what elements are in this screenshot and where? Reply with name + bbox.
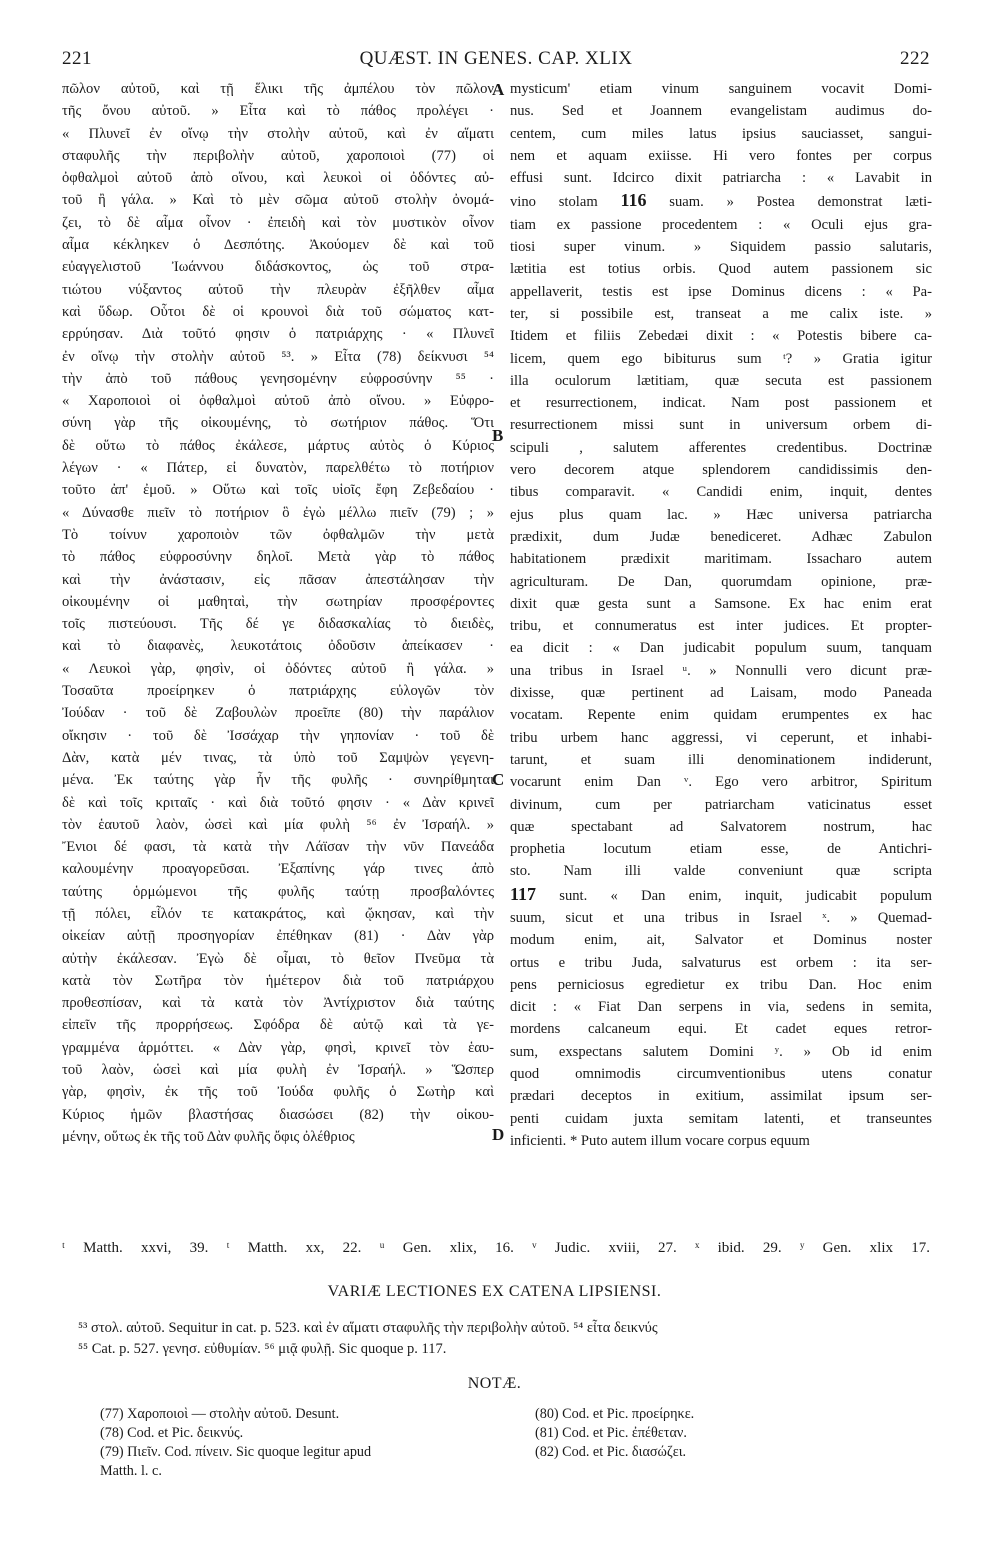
- latin-text-line: lætitia est totius orbis. Quod autem passionem sic: [510, 261, 932, 278]
- latin-text-line: tarunt, et suam illi denominationem indiderunt,: [510, 751, 932, 768]
- greek-text-line: οἴκησιν · τοῦ δὲ Ἰσσάχαρ τὴν γηπονίαν · τοῦ δὲ: [62, 727, 494, 744]
- latin-text-line: tiosi super vinum. » Siquidem passio salutaris,: [510, 239, 932, 256]
- note-line: (77) Χαροποιοὶ — στολὴν αὐτοῦ. Desunt.: [100, 1406, 340, 1422]
- greek-text-line: « Δύνασθε πιεῖν τὸ ποτήριον ὃ ἐγὼ μέλλω πιεῖν (79) ; »: [62, 504, 494, 521]
- latin-text-line: divinum, cum per patriarcham vaticinatus esset: [510, 796, 932, 813]
- greek-text-line: τὴν ἀπὸ τοῦ πάθους γενησομένην εὐφροσύνην ⁵⁵ ·: [62, 370, 494, 387]
- greek-text-line: κατὰ τὸν Σωτῆρα τὸν ἡμέτερον διὰ τοῦ πατριάρχου: [62, 972, 494, 989]
- greek-text-line: Τοσαῦτα προείρηκεν ὁ πατριάρχης εὐλογῶν τὸν: [62, 683, 494, 700]
- latin-text-line: vino stolam 116 suam. » Postea demonstrat læti-: [510, 190, 932, 211]
- latin-text-line: resurrectionem missi sunt in universum orbem di-: [510, 417, 932, 434]
- greek-text-line: Τὸ τοίνυν χαροποιὸν τῶν ὀφθαλμῶν τὴν μετὰ: [62, 526, 494, 543]
- note-line: (81) Cod. et Pic. ἐπέθεταν.: [535, 1425, 687, 1441]
- greek-text-line: τὸν ἑαυτοῦ λαὸν, ὡσεὶ καὶ μία φυλὴ ⁵⁶ ἐν Ἰσραήλ. »: [62, 816, 494, 833]
- latin-text-line: nem et aquam exiisse. Hi vero fontes per corpus: [510, 147, 932, 164]
- greek-text-line: πῶλον αὐτοῦ, καὶ τῇ ἕλικι τῆς ἀμπέλου τὸν πῶλον: [62, 81, 494, 97]
- latin-text-line: licem, quem ego bibiturus sum ᵗ? » Gratia igitur: [510, 350, 932, 367]
- latin-text-line: 117 sunt. « Dan enim, inquit, judicabit populum: [510, 883, 932, 904]
- margin-marker-d: D: [492, 1125, 505, 1144]
- margin-marker-a: A: [492, 80, 505, 99]
- greek-text-line: καὶ τὸ διαφανὲς, λευκοτάτοις ὀδοῦσιν ἀπείκασεν ·: [62, 638, 494, 655]
- greek-text-line: οἰκουμένην οἱ μαθηταὶ, τὴν σωτηρίαν προσφέροντες: [62, 593, 494, 610]
- latin-text-line: tiam ex passione procedentem : « Oculi ejus gra-: [510, 216, 932, 233]
- latin-text-line: prophetia locutum etiam esse, de Antichri-: [510, 841, 932, 858]
- greek-text-line: σταφυλῆς τὴν περιβολὴν αὐτοῦ, χαροποιοὶ (77) οἱ: [62, 147, 494, 164]
- latin-text-line: mordens calcaneum equi. Et cadet eques retror-: [510, 1021, 932, 1038]
- variae-lectiones-heading: VARIÆ LECTIONES EX CATENA LIPSIENSI.: [327, 1283, 662, 1300]
- greek-text-line: « Χαροποιοὶ οἱ ὀφθαλμοὶ αὐτοῦ ἀπὸ οἴνου. » Εὐφρο-: [62, 393, 494, 410]
- latin-text-line: tribu, et connumeratus est inter judices. Et propter-: [510, 618, 932, 635]
- latin-text-line: quæ spectabant ad Salvatorem nostrum, hac: [510, 818, 932, 835]
- greek-text-line: εἰπεῖν τῆς προρρήσεως. Σφόδρα δὲ αὐτῷ καὶ τὰ γε-: [62, 1017, 494, 1034]
- latin-text-line: penti cuidam juxta semitam latenti, et transeuntes: [510, 1110, 932, 1127]
- latin-text-line: Itidem et filiis Zebedæi dixit : « Potestis bibere ca-: [510, 328, 932, 345]
- latin-text-line: et resurrectionem, indicat. Nam post passionem et: [510, 395, 932, 412]
- latin-text-line: dixisse, quæ pertinent ad Laisam, modo Paneada: [510, 685, 932, 702]
- greek-text-line: γὰρ, φησὶν, ἐκ τῆς τοῦ Ἰούδα φυλῆς ὁ Σωτὴρ καὶ: [62, 1084, 494, 1101]
- greek-text-line: τιώτου νύξαντος αὐτοῦ τὴν πλευρὰν ἐξῆλθεν αἷμα: [62, 281, 494, 298]
- greek-text-line: ταύτης ὁρμώμενοι τῆς φυλῆς ταύτῃ προσβαλόντες: [62, 883, 494, 900]
- latin-text-line: vero decorem atque splendorem candidissimis den-: [510, 462, 932, 479]
- greek-text-line: γραμμένα ἁρμόττει. « Δὰν γὰρ, φησὶ, κρινεῖ τὸν ἑαυ-: [62, 1039, 494, 1056]
- greek-text-line: προθεσπίσαν, καὶ τὰ κατὰ τὸν Ἀντίχριστον διὰ ταύτης: [62, 995, 494, 1012]
- latin-text-line: ejus plus quam lac. » Hæc universa patriarcha: [510, 506, 932, 523]
- page-header: [62, 48, 930, 78]
- greek-text-line: ζει, τὸ δὲ αἷμα οἶνον · ἐπειδὴ καὶ τὸν μυστικὸν οἶνον: [62, 214, 494, 231]
- greek-text-line: δὲ καὶ τοῖς κριταῖς · καὶ διὰ τοῦτό φησιν · « Δὰν κρινεῖ: [62, 794, 494, 811]
- greek-text-line: σύνη γὰρ τῆς οἰκουμένης, τὸ σωτήριον πάθος. Ὅτι: [62, 415, 494, 432]
- greek-text-line: τοῦ ἢ γάλα. » Καὶ τὸ μὲν σῶμα αὐτοῦ στολὴν ὀνομά-: [62, 192, 494, 209]
- greek-text-line: τοῦ λαὸν, ὡσεὶ καὶ μία φυλὴ ἐν Ἰσραήλ. » Ὥσπερ: [62, 1062, 494, 1079]
- greek-text-line: ἐν οἴνῳ τὴν στολὴν αὐτοῦ ⁵³. » Εἶτα (78) δείκνυσι ⁵⁴: [62, 348, 494, 365]
- greek-text-line: Κύριος ἡμῶν βλαστήσας διασώσει (82) τὴν οἰκου-: [62, 1106, 494, 1123]
- latin-text-line: pens perniciosus egredietur ex tribu Dan. Hoc enim: [510, 976, 932, 993]
- latin-text-line: vocarunt enim Dan ᵛ. Ego vero arbitror, Spiritum: [510, 774, 932, 791]
- margin-marker-b: B: [492, 426, 504, 445]
- latin-text-line: inficienti. * Puto autem illum vocare corpus equum: [510, 1132, 810, 1149]
- notes-right: [535, 1405, 935, 1462]
- latin-text-line: agriculturam. De Dan, quorumdam opinione, præ-: [510, 573, 932, 590]
- latin-text-line: scipuli , salutem afferentes credentibus. Doctrinæ: [510, 439, 932, 456]
- page-number-left: 221: [62, 48, 92, 69]
- latin-text-line: prædari deceptos in exitium, assimilat ipsum ser-: [510, 1088, 932, 1105]
- notae-heading: NOTÆ.: [467, 1375, 522, 1392]
- greek-text-line: οἰκείαν αὐτῇ προσηγορίαν ἐπέθηκαν (81) · Δὰν γὰρ: [62, 928, 494, 945]
- greek-text-line: μένην, οὕτως ἐκ τῆς τοῦ Δὰν φυλῆς ὄφις ὀλέθριος: [62, 1128, 355, 1145]
- greek-text-line: αὐτὴν ἐκάλεσαν. Ἐγὼ δὲ οἶμαι, τὸ θεῖον Πνεῦμα τὰ: [62, 950, 494, 967]
- greek-text-line: εὐαγγελιστοῦ Ἰωάννου διδάσκοντος, ὡς τοῦ στρα-: [62, 259, 494, 276]
- greek-column: [62, 78, 494, 1238]
- latin-text-line: quod omnimodis circumventionibus utens conatur: [510, 1066, 932, 1083]
- greek-text-line: καὶ ὕδωρ. Οὗτοι δὲ οἱ κρουνοὶ διὰ τοῦ σώματος κατ-: [62, 303, 494, 320]
- variae-line: ⁵⁵ Cat. p. 527. γενησ. εὐθυμίαν. ⁵⁶ μιᾷ φυλῇ. Sic quoque p. 117.: [78, 1341, 447, 1357]
- latin-text-line: dixit quæ gesta sunt a Samsone. Ex hac enim erat: [510, 595, 932, 612]
- latin-text-line: effusi sunt. Idcirco dixit patriarcha : « Lavabit in: [510, 170, 932, 187]
- note-line: (80) Cod. et Pic. προείρηκε.: [535, 1406, 695, 1422]
- greek-text-line: τὸ πάθος εὐφροσύνην δηλοῖ. Μετὰ γὰρ τὸ πάθος: [62, 549, 494, 566]
- greek-text-line: τῇ πόλει, εἷλόν τε κατακράτος, καὶ ᾤκησαν, καὶ τὴν: [62, 905, 494, 922]
- variae-lectiones: [78, 1318, 930, 1360]
- edition-page-number: 117: [510, 883, 537, 904]
- latin-text-line: una tribus in Israel ᵘ. » Nonnulli vero dicunt præ-: [510, 662, 932, 679]
- latin-text-line: ortus e tribu Juda, salvaturus est orbem : ita ser-: [510, 954, 932, 971]
- latin-text-line: mysticum' etiam vinum sanguinem vocavit Domi-: [510, 81, 932, 97]
- latin-text-line: sum, exspectans salutem Domini ʸ. » Ob id enim: [510, 1043, 932, 1060]
- latin-text-line: ter, si possibile est, transeat a me calix iste. »: [510, 305, 932, 322]
- greek-text-line: αἷμα κέκληκεν ὁ Δεσπότης. Ἀκούομεν δὲ καὶ τοῦ: [62, 237, 494, 254]
- greek-text-line: « Λευκοὶ γὰρ, φησὶν, οἱ ὀδόντες αὐτοῦ ἢ γάλα. »: [62, 660, 494, 677]
- greek-text-line: καλουμένην προαγορεῦσαι. Ἐξαπίνης γάρ τινες ἀπὸ: [62, 861, 494, 878]
- latin-text-line: vocatam. Repente enim quidam erumpentes ex hac: [510, 707, 932, 724]
- greek-text-line: τοῦτο ἀπ' ἐμοῦ. » Οὕτω καὶ τοῖς υἱοῖς ἔφη Ζεβεδαίου ·: [62, 482, 494, 499]
- note-line: (82) Cod. et Pic. διασώζει.: [535, 1444, 687, 1460]
- note-line: (78) Cod. et Pic. δεικνύς.: [100, 1425, 244, 1441]
- latin-text-line: sto. Nam illi valde conveniunt quæ scripta: [510, 863, 932, 880]
- greek-text-line: τῆς ὄνου αὐτοῦ. » Εἶτα καὶ τὸ πάθος προλέγει ·: [62, 103, 494, 120]
- greek-text-line: ὀφθαλμοὶ αὐτοῦ ἀπὸ οἴνου, καὶ λευκοὶ οἱ ὀδόντες αὐ-: [62, 170, 494, 187]
- greek-text-line: « Πλυνεῖ ἐν οἴνῳ τὴν στολὴν αὐτοῦ, καὶ ἐν αἵματι: [62, 125, 494, 142]
- greek-text-line: καὶ τὴν ἀνάστασιν, εἰς πᾶσαν ἀπεστάλησαν τὴν: [62, 571, 494, 588]
- greek-text-line: Ἰούδαν · τοῦ δὲ Ζαβουλὼν προεῖπε (80) τὴν παράλιον: [62, 705, 494, 722]
- latin-text-line: habitationem prædixit maritimam. Issacharo autem: [510, 551, 932, 568]
- variae-line: ⁵³ στολ. αὐτοῦ. Sequitur in cat. p. 523. καὶ ἐν αἵματι σταφυλῆς τὴν περιβολὴν αὐτοῦ. ⁵⁴ εἶτα δεικνύς: [78, 1320, 658, 1336]
- note-line: (79) Πιεῖν. Cod. πίνειν. Sic quoque legitur apud: [100, 1444, 372, 1460]
- notes-left: [100, 1405, 500, 1481]
- latin-text-line: ea dicit : « Dan judicabit populum suum, tanquam: [510, 640, 932, 657]
- greek-text-line: ερρύησαν. Διὰ τοῦτό φησιν ὁ πατριάρχης · « Πλυνεῖ: [62, 326, 494, 343]
- latin-text-line: nus. Sed et Joannem evangelistam audimus do-: [510, 103, 932, 120]
- latin-text-line: tribu urbem hanc aggressi, vi ceperunt, et inhabi-: [510, 729, 932, 746]
- latin-text-line: dicit : « Fiat Dan serpens in via, sedens in semita,: [510, 999, 932, 1016]
- latin-text-line: centem, cum miles latus ipsius sauciasset, sangui-: [510, 125, 932, 142]
- latin-column: [510, 78, 932, 1238]
- latin-text-line: prædixit, dum Judæ benediceret. Adhæc Zabulon: [510, 528, 932, 545]
- latin-text-line: modum enim, ait, Salvator et Dominus noster: [510, 932, 932, 949]
- edition-page-number: 116: [620, 190, 647, 211]
- latin-text-line: tibus comparavit. « Candidi enim, inquit, dentes: [510, 484, 932, 501]
- running-title: QUÆST. IN GENES. CAP. XLIX: [359, 48, 633, 69]
- greek-text-line: μένα. Ἐκ ταύτης γὰρ ἦν τῆς φυλῆς · συνηρίθμηται: [62, 772, 494, 789]
- margin-marker-c: C: [492, 770, 505, 789]
- greek-text-line: λέγων · « Πάτερ, εἰ δυνατὸν, παρελθέτω τὸ ποτήριον: [62, 460, 494, 477]
- greek-text-line: τοῖς πιστεύουσι. Τῆς δέ γε διδασκαλίας τὸ διειδὲς,: [62, 616, 494, 633]
- greek-text-line: Δὰν, κατὰ μέν τινας, τὰ ὑπὸ τοῦ Σαμψὼν γεγενη-: [62, 749, 494, 766]
- latin-text-line: suum, sicut et una tribus in Israel ˣ. » Quemad-: [510, 909, 932, 926]
- latin-text-line: illa oculorum lætitiam, quæ secuta est passionem: [510, 372, 932, 389]
- note-line: Matth. l. c.: [100, 1463, 162, 1479]
- scripture-references: ᵗ Matth. xxvi, 39. ᵗ Matth. xx, 22. ᵘ Gen. xlix, 16. ᵛ Judic. xviii, 27. ˣ ibid. 29. ʸ Gen. xlix 17.: [62, 1240, 930, 1256]
- page-number-right: 222: [900, 48, 930, 69]
- greek-text-line: δὲ οὕτω τὸ πάθος ἐκάλεσε, μάρτυς αὐτὸς ὁ Κύριος: [62, 437, 494, 454]
- latin-text-line: appellaverit, testis est ipse Dominus dicens : « Pa-: [510, 283, 932, 300]
- greek-text-line: Ἔνιοι δέ φασι, τὰ κατὰ τὴν Λάϊσαν τὴν νῦν Πανεάδα: [62, 839, 494, 856]
